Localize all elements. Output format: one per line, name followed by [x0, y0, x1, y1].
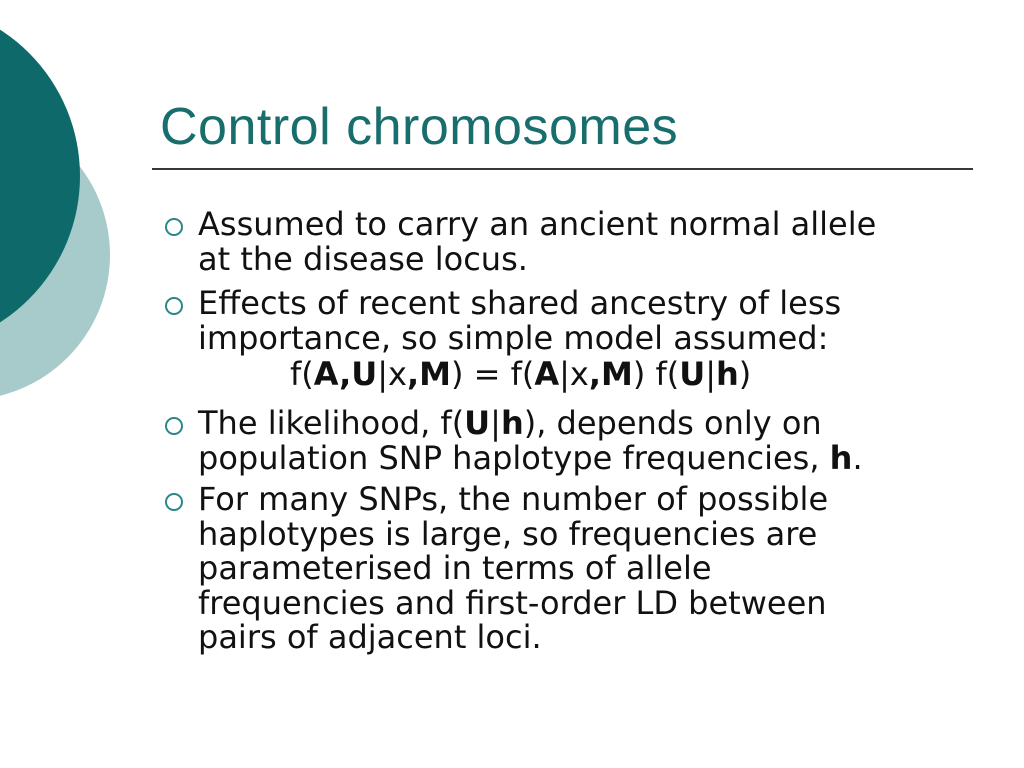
- text-segment: frequencies and first-order LD between: [198, 583, 827, 622]
- bullet-line: [198, 318, 841, 357]
- bold-text-segment: ,M: [588, 355, 633, 393]
- bullet-line: [198, 482, 828, 517]
- text-segment: |x: [377, 355, 407, 393]
- bullet-line: [198, 438, 863, 477]
- bullet-circle-icon: [165, 218, 183, 236]
- title-divider: [152, 168, 973, 170]
- text-segment: f(: [290, 355, 314, 393]
- text-segment: |: [705, 355, 717, 393]
- text-segment: importance, so simple model assumed:: [198, 318, 829, 357]
- bold-text-segment: A,U: [313, 355, 378, 393]
- bold-text-segment: h: [500, 404, 524, 442]
- text-segment: Effects of recent shared ancestry of less: [198, 284, 842, 322]
- bullet-circle-icon: [165, 493, 183, 511]
- model-formula: [290, 357, 751, 392]
- bullet-line: [198, 620, 828, 655]
- bullet-line: [198, 514, 828, 553]
- text-segment: |x: [559, 355, 589, 393]
- text-segment: ), depends only on: [523, 404, 822, 442]
- bullet-item-1: [165, 207, 876, 276]
- bullet-circle-icon: [165, 417, 183, 435]
- bullet-line: [198, 406, 863, 441]
- text-segment: .: [852, 438, 863, 477]
- bullet-text: [198, 482, 828, 655]
- bold-text-segment: A: [534, 355, 560, 393]
- bold-text-segment: U: [679, 355, 706, 393]
- bold-text-segment: U: [464, 404, 491, 442]
- bold-text-segment: h: [716, 355, 739, 393]
- text-segment: pairs of adjacent loci.: [198, 618, 542, 656]
- bullet-text: [198, 207, 876, 276]
- bullet-line: [198, 207, 876, 242]
- bold-text-segment: ,M: [406, 355, 451, 393]
- text-segment: The likelihood, f(: [198, 404, 465, 442]
- text-segment: population SNP haplotype frequencies,: [198, 438, 830, 477]
- bullet-item-2: [165, 286, 841, 355]
- text-segment: parameterised in terms of allele: [198, 549, 712, 587]
- bullet-line: [198, 286, 841, 321]
- text-segment: ): [738, 355, 752, 393]
- text-segment: ) f(: [632, 355, 680, 393]
- bullet-line: [198, 551, 828, 586]
- text-segment: |: [490, 404, 501, 442]
- bullet-text: [198, 406, 863, 475]
- text-segment: ) = f(: [450, 355, 535, 393]
- text-segment: Assumed to carry an ancient normal allele: [198, 205, 877, 243]
- bullet-circle-icon: [165, 297, 183, 315]
- slide-title: Control chromosomes: [160, 98, 679, 156]
- bold-text-segment: h: [829, 438, 853, 477]
- text-segment: at the disease locus.: [198, 239, 528, 278]
- bullet-line: [198, 239, 876, 278]
- bullet-text: [198, 286, 841, 355]
- bullet-line: [198, 583, 828, 622]
- text-segment: haplotypes is large, so frequencies are: [198, 514, 818, 553]
- bullet-item-3: [165, 406, 863, 475]
- bullet-item-4: [165, 482, 828, 655]
- text-segment: For many SNPs, the number of possible: [198, 480, 829, 518]
